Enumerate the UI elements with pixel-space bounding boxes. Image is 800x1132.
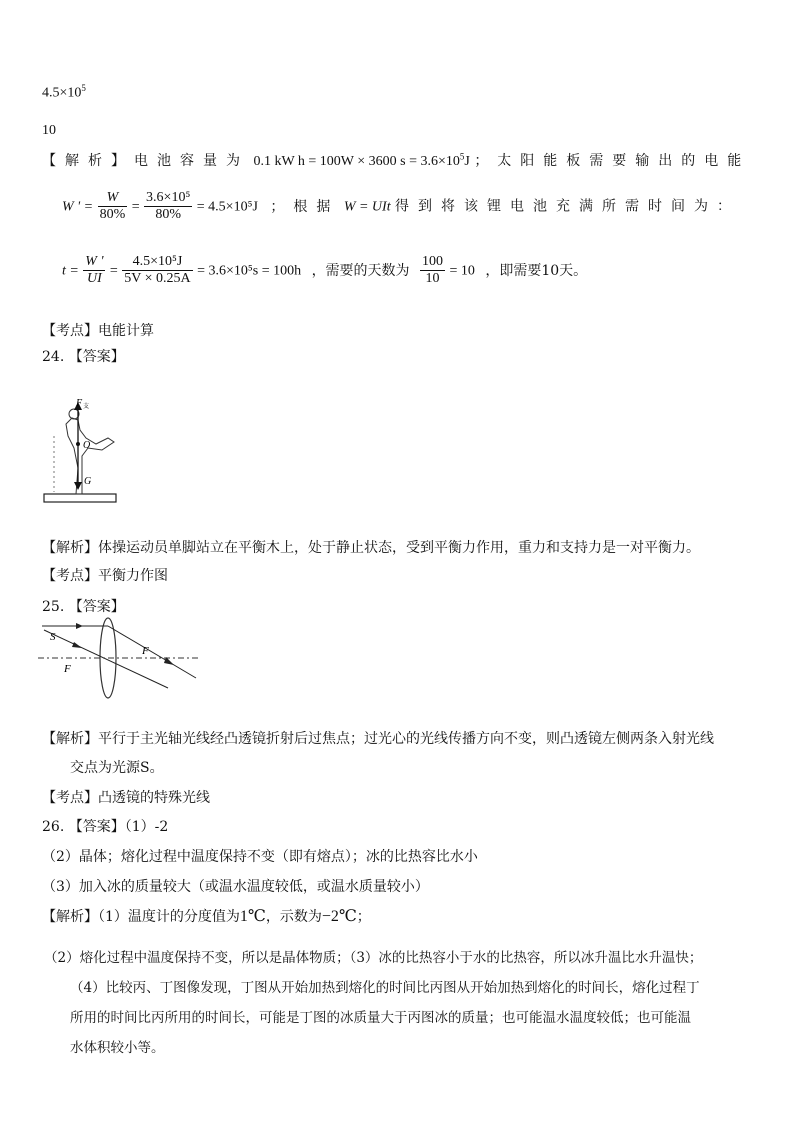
eq1-main: 0.1 kW h = 100W × 3600 s = 3.6×10 [253,154,460,169]
gymnast-balance-figure [36,396,126,508]
label-s: S [50,631,56,643]
q25-header: 25. 【答案】 [42,599,125,615]
fraction-w-over-ui [83,254,105,287]
frac4-numerator: 4.5×10⁵J [122,254,192,271]
eq2-rest: = 4.5×10⁵J [196,199,258,215]
fraction-100-over-10 [420,254,445,287]
q25-analysis-line1: 【解析】平行于主光轴光线经凸透镜折射后过焦点；过光心的光线传播方向不变，则凸透镜左侧两条入射光线 [42,731,714,747]
kaodian-23: 【考点】电能计算 [42,323,154,339]
label-f-sub: 支 [83,403,90,410]
frac1-denominator: 80% [99,207,126,222]
explain23-mid2: 得到将该锂电池充满所需时间为： [395,198,741,215]
eq4-rest: = 10 [449,263,475,279]
top-value-exponent: 5 [81,83,86,93]
fraction-w-over-80 [98,190,128,223]
q26-analysis4-line1: （4）比较丙、丁图像发现，丁图从开始加热到熔化的时间比丙图从开始加热到熔化的时间长，熔化过程丁 [70,980,700,996]
frac3-denominator: UI [86,271,102,286]
eq3-rest: = 3.6×10⁵s = 100h [197,263,302,279]
explain23-eq1 [253,151,470,169]
fraction-energy-over-power [122,254,192,287]
label-f: F [76,398,83,409]
frac2-numerator: 3.6×10⁵ [146,190,191,205]
eq1-exponent: 5 [459,151,465,162]
q26-line3: （3）加入冰的质量较大（或温水温度较低，或温水质量较小） [42,879,429,895]
label-o: O [83,440,91,451]
label-f-left: F [64,663,71,675]
q26-analysis4-line2: 所用的时间比丙所用的时间长，可能是丁图的冰质量大于丙图冰的质量；也可能温水温度较低；也可能温 [70,1010,691,1026]
frac3-numerator: W ' [85,254,104,269]
frac1-numerator: W [98,190,128,207]
analysis1-end: ； [356,909,371,925]
fraction-energy-over-80 [144,190,192,223]
explain23-line3: t = $\frac{W '}{UI}$ = $\frac{\text{4.5×10⁵J}}{5V \times 0.25A}$ = 3.6×10⁵s = 100h ，需要的天数为 $\frac{100}{10}$ = 10 ，即需要10天。 [62,254,588,286]
explain23-after-eq1: ；太阳能板需要输出的电能 [474,153,751,169]
q26-analysis2: （2）熔化过程中温度保持不变，所以是晶体物质；（3）冰的比热容小于水的比热容，所以冰升温比水升温快； [44,950,703,966]
t-eq: t = [62,263,79,279]
analysis1-val2: −2℃ [321,908,357,925]
analysis1-mid: ，示数为 [265,909,322,925]
w-prime: W ' = [62,199,94,215]
q26-line2: （2）晶体；熔化过程中温度保持不变（即有熔点）；冰的比热容比水小 [42,849,478,865]
days-text: ，需要的天数为 [311,262,410,279]
q26-analysis4-line3: 水体积较小等。 [70,1040,165,1056]
top-value [42,83,86,102]
end-text: ，即需要10天。 [485,262,588,279]
analysis1-val1: 1℃ [239,908,266,925]
formula-wuit: W = UIt [343,199,391,215]
analysis1-pre: 【解析】（1）温度计的分度值为 [42,909,240,925]
answer-10: 10 [42,123,56,138]
explain23-mid: ；根据 [270,198,340,215]
q24-analysis: 【解析】体操运动员单脚站立在平衡木上，处于静止状态，受到平衡力作用，重力和支持力是一对平衡力。 [42,540,700,556]
q24-kaodian: 【考点】平衡力作图 [42,568,168,584]
explain23-lead: 【解析】电池容量为 [42,153,249,169]
frac5-denominator: 10 [425,271,440,286]
q24-header: 24. 【答案】 [42,349,125,365]
q26-analysis1 [42,906,371,926]
explain23-line1 [42,150,750,170]
q25-kaodian: 【考点】凸透镜的特殊光线 [42,790,210,806]
q25-analysis-line2: 交点为光源S。 [70,760,164,776]
frac5-numerator: 100 [422,254,444,269]
explain23-line2: W ' = $\frac{W}{80\%}$ = $\frac{\text{3.6×10⁵}}{80\%}$ = 4.5×10⁵J ；根据 W = UIt 得到将该锂电池充满所需时间为： [62,190,741,222]
frac4-denominator: 5V × 0.25A [124,271,191,286]
q26-header: 26. 【答案】（1）-2 [42,819,169,835]
convex-lens-figure [38,616,198,704]
label-g: G [84,476,92,487]
eq1-unit: J [464,154,470,169]
label-f-right: F [142,645,149,657]
frac2-denominator: 80% [155,207,182,222]
top-value-base: 4.5×10 [42,85,82,101]
